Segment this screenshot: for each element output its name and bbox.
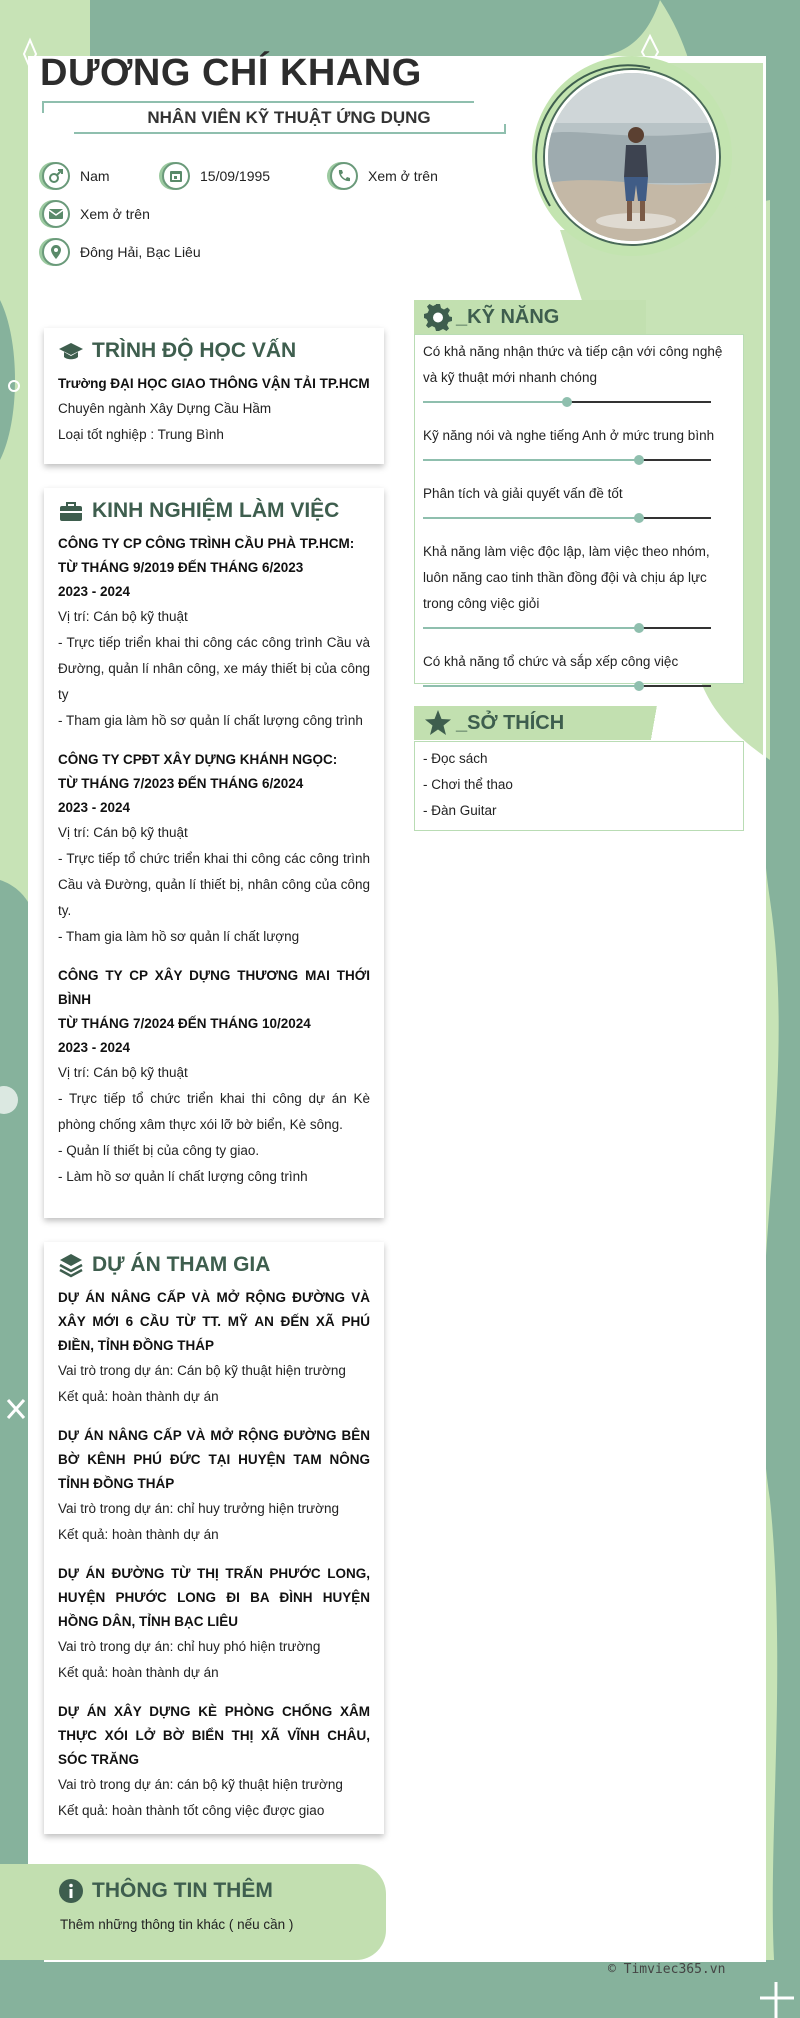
graduation-cap-icon [58,338,84,364]
experience-section [44,488,384,1218]
skill-level-fill [423,685,639,687]
project-result: Kết quả: hoàn thành dự án [58,1665,219,1680]
birthday-value: 15/09/1995 [200,168,271,184]
skill-level-marker [634,455,644,465]
briefcase-icon [58,498,84,524]
extra-info-title: THÔNG TIN THÊM [92,1879,273,1902]
skill-level-fill [423,517,639,519]
job-period: TỪ THÁNG 7/2024 ĐẾN THÁNG 10/2024 [58,1016,311,1031]
job-years: 2023 - 2024 [58,584,131,599]
gear-icon [424,303,452,331]
info-gender [42,162,110,190]
project-role: Vai trò trong dự án: chỉ huy trưởng hiện trường [58,1501,339,1516]
skill-level-bar [423,395,711,409]
skill-level-track [639,459,711,461]
job-years: 2023 - 2024 [58,1040,131,1055]
skill-item [423,539,735,635]
skill-text: Khả năng làm việc độc lập, làm việc theo nhóm, luôn năng cao tinh thần đồng đội và chịu áp lực trong công việc giỏi [423,544,710,611]
skill-text: Có khả năng nhận thức và tiếp cận với công nghệ và kỹ thuật mới nhanh chóng [423,344,723,385]
skill-level-track [567,401,711,403]
extra-info-text: Thêm những thông tin khác ( nếu cần ) [60,1917,294,1932]
skill-level-bar [423,679,711,693]
experience-title: KINH NGHIỆM LÀM VIỆC [92,499,340,522]
divider [504,124,506,134]
job-description: - Làm hồ sơ quản lí chất lượng công trình [58,1169,308,1184]
skills-title: _KỸ NĂNG [456,305,560,328]
candidate-name: DƯƠNG CHÍ KHANG [40,52,422,94]
job-period: TỪ THÁNG 9/2019 ĐẾN THÁNG 6/2023 [58,560,304,575]
projects-title: DỰ ÁN THAM GIA [92,1253,271,1276]
job-entry [58,964,370,1190]
skill-item [423,339,735,409]
job-title: NHÂN VIÊN KỸ THUẬT ỨNG DỤNG [147,108,431,127]
project-entry [58,1424,370,1548]
info-icon [58,1878,84,1904]
info-birthday [162,162,270,190]
job-position: Vị trí: Cán bộ kỹ thuật [58,825,188,840]
projects-section [44,1242,384,1834]
project-result: Kết quả: hoàn thành dự án [58,1389,219,1404]
skill-level-marker [634,623,644,633]
job-description: - Tham gia làm hồ sơ quản lí chất lượng công trình [58,713,363,728]
hobbies-heading [414,706,684,740]
phone-icon [330,162,358,190]
job-company: CÔNG TY CP XÂY DỰNG THƯƠNG MAI THỚI BÌNH [58,968,370,1007]
school-name: Trường ĐẠI HỌC GIAO THÔNG VẬN TẢI TP.HCM [58,376,370,391]
job-company: CÔNG TY CPĐT XÂY DỰNG KHÁNH NGỌC: [58,752,338,767]
project-entry [58,1286,370,1410]
hobby-item: - Chơi thể thao [423,777,513,792]
job-description: - Trực tiếp tổ chức triển khai thi công dự án Kè phòng chống xâm thực xói lỡ bờ biển, Kè sông. [58,1091,370,1132]
job-description: - Trực tiếp tổ chức triển khai thi công các công trình Cầu và Đường, quản lí thiết bị, nhân công của công ty. [58,851,370,918]
job-years: 2023 - 2024 [58,800,131,815]
job-position: Vị trí: Cán bộ kỹ thuật [58,1065,188,1080]
job-company: CÔNG TY CP CÔNG TRÌNH CẦU PHÀ TP.HCM: [58,536,355,551]
address-value: Đông Hải, Bạc Liêu [80,244,201,260]
project-result: Kết quả: hoàn thành dự án [58,1527,219,1542]
job-period: TỪ THÁNG 7/2023 ĐẾN THÁNG 6/2024 [58,776,304,791]
project-name: DỰ ÁN NÂNG CẤP VÀ MỞ RỘNG ĐƯỜNG BÊN BỜ KÊNH PHÚ ĐỨC TẠI HUYỆN TAM NÔNG TỈNH ĐỒNG THÁP [58,1428,370,1491]
skill-item [423,423,735,467]
major: Chuyên ngành Xây Dựng Cầu Hầm [58,401,272,416]
gender-icon [42,162,70,190]
hobbies-title: _SỞ THÍCH [456,711,565,734]
experience-heading [58,498,370,524]
phone-value: Xem ở trên [368,168,438,184]
divider [42,101,44,113]
job-entry [58,532,370,734]
skill-text: Có khả năng tổ chức và sắp xếp công việc [423,654,679,669]
project-role: Vai trò trong dự án: Cán bộ kỹ thuật hiện trường [58,1363,346,1378]
footer-copyright: © Timviec365.vn [608,1962,726,1977]
info-phone [330,162,438,190]
skill-level-bar [423,621,711,635]
skill-level-track [639,627,711,629]
skill-text: Phân tích và giải quyết vấn đề tốt [423,486,623,501]
skill-level-fill [423,459,639,461]
skill-item [423,481,735,525]
skills-heading [414,300,704,334]
skill-level-track [639,517,711,519]
project-result: Kết quả: hoàn thành tốt công việc được giao [58,1803,325,1818]
info-email [42,200,150,228]
calendar-icon [162,162,190,190]
project-entry [58,1562,370,1686]
project-role: Vai trò trong dự án: cán bộ kỹ thuật hiện trường [58,1777,343,1792]
avatar-image [548,73,719,244]
skill-level-fill [423,627,639,629]
project-role: Vai trò trong dự án: chỉ huy phó hiện trường [58,1639,321,1654]
job-entry [58,748,370,950]
skill-item [423,649,735,693]
layers-icon [58,1252,84,1278]
project-name: DỰ ÁN ĐƯỜNG TỪ THỊ TRẤN PHƯỚC LONG, HUYỆN PHƯỚC LONG ĐI BA ĐÌNH HUYỆN HỒNG DÂN, TỈNH BẠC LIÊU [58,1566,370,1629]
skill-level-fill [423,401,567,403]
job-description: - Tham gia làm hồ sơ quản lí chất lượng [58,929,300,944]
skill-level-bar [423,511,711,525]
skill-level-track [639,685,711,687]
education-title: TRÌNH ĐỘ HỌC VẤN [92,339,297,362]
skill-level-bar [423,453,711,467]
hobby-item: - Đàn Guitar [423,803,497,818]
skill-level-marker [562,397,572,407]
location-icon [42,238,70,266]
email-value: Xem ở trên [80,206,150,222]
education-heading [58,338,370,364]
info-address [42,238,201,266]
avatar [545,70,719,244]
skill-text: Kỹ năng nói và nghe tiếng Anh ở mức trung bình [423,428,715,443]
hobbies-list [414,741,744,831]
education-section [44,328,384,464]
project-name: DỰ ÁN XÂY DỰNG KÈ PHÒNG CHỐNG XÂM THỰC XÓI LỞ BỜ BIỂN THỊ XÃ VĨNH CHÂU, SÓC TRĂNG [58,1704,370,1767]
project-entry [58,1700,370,1824]
job-description: - Trực tiếp triển khai thi công các công trình Cầu và Đường, quản lí nhân công, xe máy thiết bị của công ty [58,635,370,702]
gender-value: Nam [80,168,110,184]
job-position: Vị trí: Cán bộ kỹ thuật [58,609,188,624]
project-name: DỰ ÁN NÂNG CẤP VÀ MỞ RỘNG ĐƯỜNG VÀ XÂY MỚI 6 CẦU TỪ TT. MỸ AN ĐẾN XÃ PHÚ ĐIỀN, TỈNH ĐỒNG THÁP [58,1290,370,1353]
divider [74,132,506,134]
projects-heading [58,1252,370,1278]
skill-level-marker [634,681,644,691]
hobby-item: - Đọc sách [423,751,488,766]
skill-level-marker [634,513,644,523]
star-icon [424,709,452,737]
divider [42,101,474,103]
extra-info-heading [58,1878,386,1904]
skills-list [414,334,744,684]
email-icon [42,200,70,228]
extra-info-section [0,1864,386,1960]
grade: Loại tốt nghiệp : Trung Bình [58,427,224,442]
job-description: - Quản lí thiết bị của công ty giao. [58,1143,260,1158]
